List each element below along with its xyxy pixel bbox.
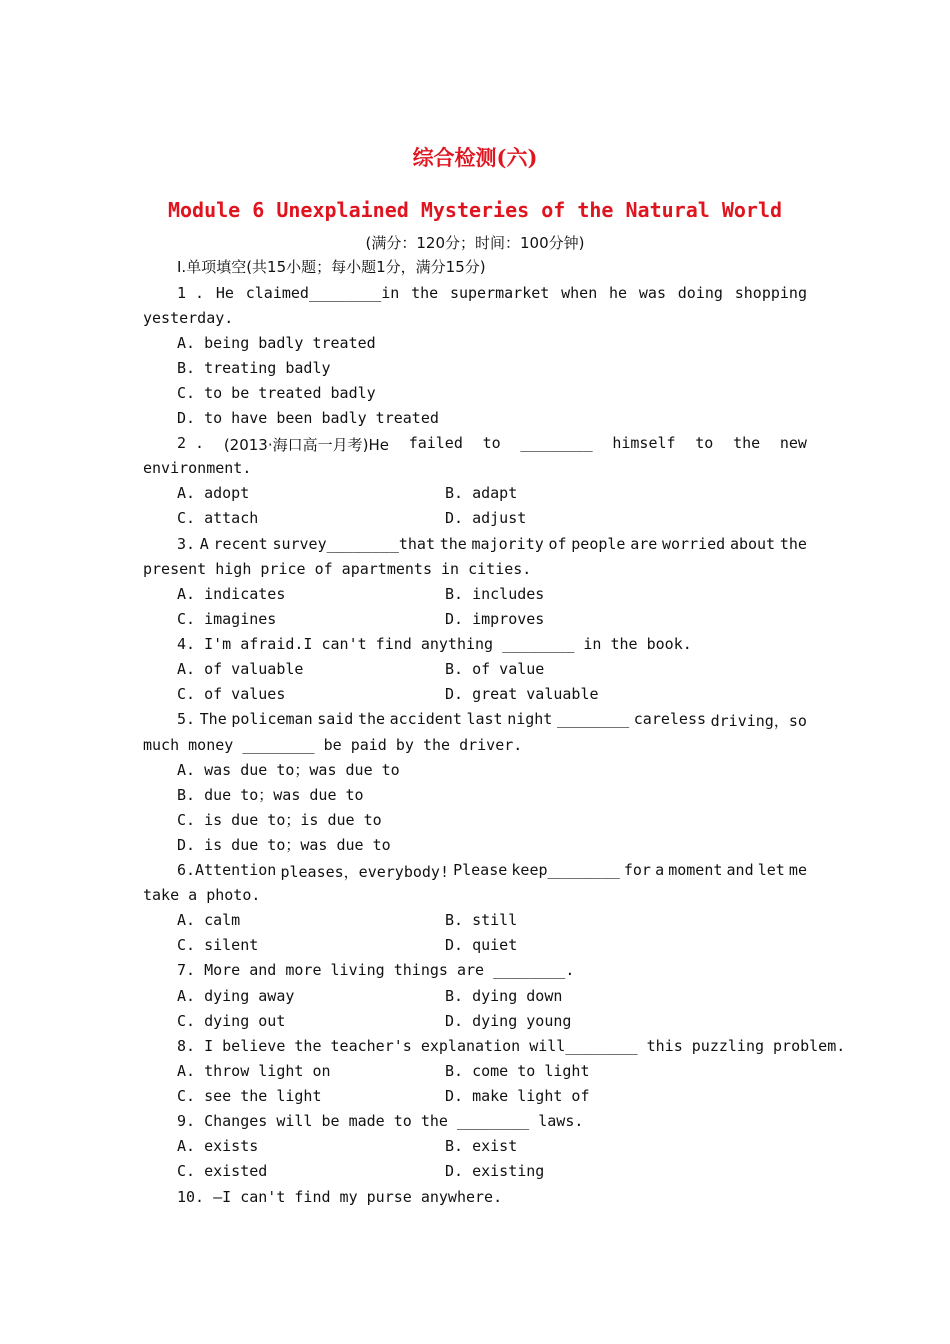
question-2-stem [177,434,807,455]
question-3-option-c: C. imagines [177,610,277,628]
question-6-option-a: A. calm [177,911,241,929]
word: the [733,434,761,452]
question-8-option-b: B. come to light [445,1062,590,1080]
question-1-stem [177,284,807,302]
word: for [623,861,651,879]
question-5-stem-cont: much money ________ be paid by the driver. [143,736,523,754]
question-4-option-a: A. of valuable [177,660,304,678]
word: recent [213,535,268,553]
question-8-option-a: A. throw light on [177,1062,331,1080]
question-8-option-c: C. see the light [177,1087,322,1105]
word: policeman [231,710,313,728]
word: Please [453,861,508,879]
word: 5. [177,710,196,728]
word: and [726,861,754,879]
word: accident [389,710,462,728]
question-9-stem: 9. Changes will be made to the ________ laws. [177,1112,584,1130]
word: worried [662,535,726,553]
word: claimed________in [245,284,400,302]
question-7-option-d: D. dying young [445,1012,572,1030]
word: 3. [177,535,196,553]
question-5-option-b: B. due to；was due to [177,786,364,804]
question-1-option-b: B. treating badly [177,359,331,377]
word: the [779,535,807,553]
word: He [215,284,234,302]
question-9-option-a: A. exists [177,1137,259,1155]
word: (2013·海口高一月考)He [223,436,389,454]
question-2-option-b: B. adapt [445,484,518,502]
word: ________ [520,434,593,452]
word: supermarket [449,284,550,302]
question-8-stem: 8. I believe the teacher's explanation will________ this puzzling problem. [177,1037,846,1055]
word: to [695,434,714,452]
question-9-option-d: D. existing [445,1162,545,1180]
question-6-option-d: D. quiet [445,936,518,954]
word: about [729,535,776,553]
question-4-option-c: C. of values [177,685,286,703]
word: the [411,284,439,302]
word: survey________that [272,535,435,553]
page-title: 综合检测(六) [412,145,538,170]
word: A [199,535,209,553]
word: night [507,710,553,728]
module-subtitle: Module 6 Unexplained Mysteries of the Natural World [167,198,783,222]
word: ________ [556,710,630,728]
question-2-option-c: C. attach [177,509,259,527]
question-4-option-b: B. of value [445,660,545,678]
word: driving，so [710,712,807,730]
word: shopping [734,284,807,302]
word: are [630,535,658,553]
question-1-option-c: C. to be treated badly [177,384,376,402]
word: he [609,284,628,302]
word: was [638,284,666,302]
word: careless [633,710,707,728]
question-7-option-a: A. dying away [177,987,295,1005]
question-3-option-d: D. improves [445,610,545,628]
question-10-stem: 10. —I can't find my purse anywhere. [177,1188,503,1206]
question-1-option-a: A. being badly treated [177,334,376,352]
word: new [779,434,807,452]
word: said [317,710,354,728]
word: last [466,710,503,728]
question-6-option-c: C. silent [177,936,259,954]
question-7-option-b: B. dying down [445,987,563,1005]
question-3-stem-cont: present high price of apartments in cities. [143,560,532,578]
word: let [757,861,785,879]
word: the [357,710,386,728]
word: doing [677,284,723,302]
word: failed [408,434,463,452]
question-5-option-a: A. was due to；was due to [177,761,400,779]
question-9-option-c: C. existed [177,1162,268,1180]
question-3-option-a: A. indicates [177,585,286,603]
word: to [482,434,501,452]
word: 6.Attention [177,861,277,879]
word: when [561,284,598,302]
word: of [548,535,567,553]
question-6-stem [177,861,807,882]
word: majority [471,535,544,553]
word: The [199,710,227,728]
question-2-option-d: D. adjust [445,509,527,527]
word: me [788,861,807,879]
question-1-option-d: D. to have been badly treated [177,409,439,427]
score-info: (满分：120分；时间：100分钟) [365,234,585,252]
word: 1 . [177,284,205,302]
section-heading: Ⅰ.单项填空(共15小题；每小题1分，满分15分) [177,258,486,276]
question-3-stem [177,535,807,553]
question-7-stem: 7. More and more living things are ________. [177,961,575,979]
word: the [439,535,467,553]
word: moment [668,861,723,879]
question-1-stem-cont: yesterday. [143,309,234,327]
question-5-option-c: C. is due to；is due to [177,811,382,829]
question-2-stem-cont: environment. [143,459,252,477]
question-4-stem: 4. I'm afraid.I can't find anything ________ in the book. [177,635,692,653]
question-5-stem [177,710,807,731]
question-6-option-b: B. still [445,911,518,929]
word: 2 . [177,434,205,452]
question-9-option-b: B. exist [445,1137,518,1155]
word: keep________ [511,861,620,879]
question-7-option-c: C. dying out [177,1012,286,1030]
question-5-option-d: D. is due to；was due to [177,836,391,854]
word: pleases，everybody! [280,863,449,881]
question-3-option-b: B. includes [445,585,545,603]
question-4-option-d: D. great valuable [445,685,599,703]
word: people [571,535,626,553]
question-2-option-a: A. adopt [177,484,250,502]
question-6-stem-cont: take a photo. [143,886,261,904]
question-8-option-d: D. make light of [445,1087,590,1105]
word: a [655,861,665,879]
word: himself [612,434,676,452]
